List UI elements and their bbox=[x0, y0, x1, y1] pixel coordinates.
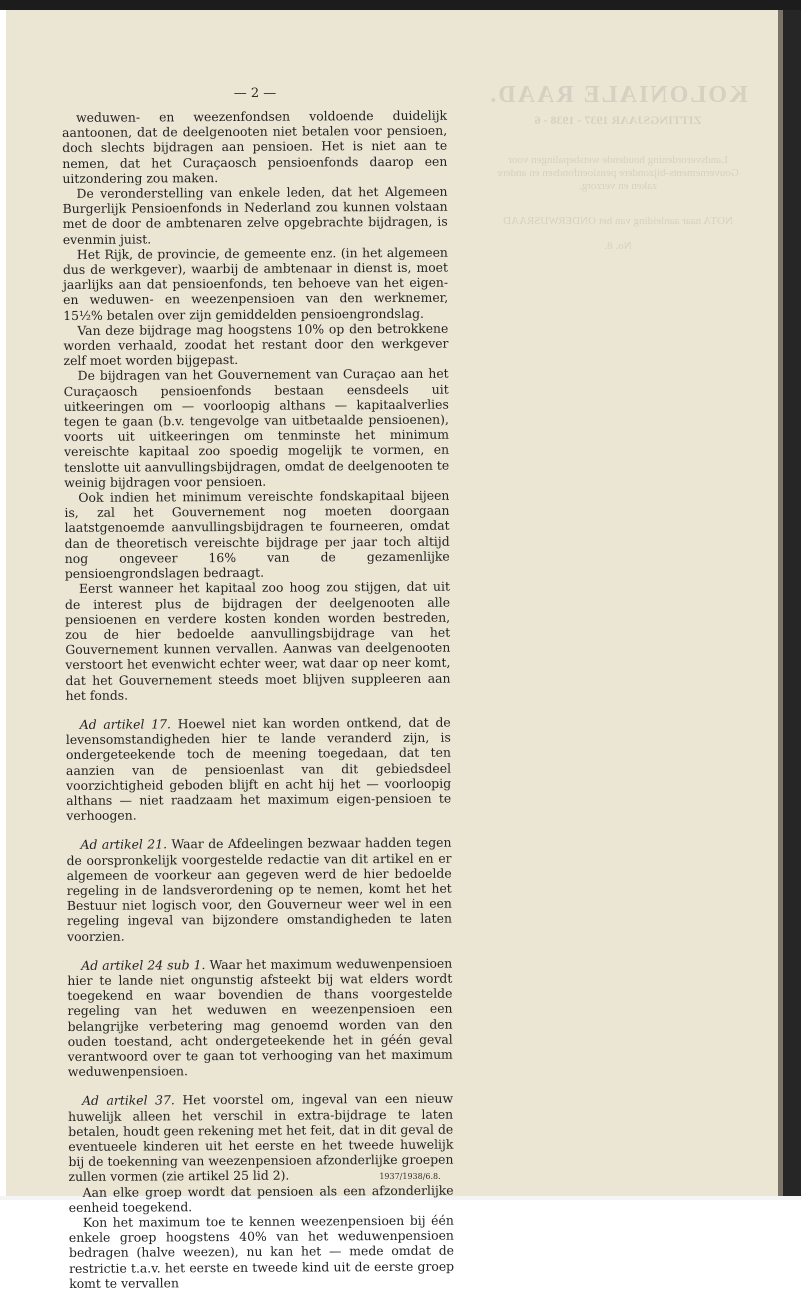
scan-border-top bbox=[0, 0, 801, 10]
paragraph: Van deze bijdrage mag hoogstens 10% op den betrokkene worden verhaald, zoodat het restant door den werkgever zelf moet worden bijgepast. bbox=[63, 320, 449, 369]
bleed-line-4: NOTA naar aanleiding van het ONDERWIJSRAAD bbox=[503, 215, 733, 227]
article-reference: Ad artikel 24 sub 1. bbox=[81, 956, 206, 973]
paragraph-article-24: Ad artikel 24 sub 1. Waar het maximum weduwenpensioen hier te lande niet ongunstig afsteekt bij wat elders wordt toegekend en waar bovendien de thans voorgestelde regeling van het weduwen en weezenpensioen een belangrijke verbetering mag genoemd worden van den ouden toestand, acht ondergeteekende het in géén geval verantwoord over te gaan tot verhooging van het maximum weduwenpensioen. bbox=[67, 955, 453, 1080]
paragraph: Eerst wanneer het kapitaal zoo hoog zou stijgen, dat uit de interest plus de bijdragen der deelgenooten alle pensioenen en verdere kosten konden worden bestreden, zou de hier bedoelde aanvullingsbijdrage van het Gouvernement kunnen vervallen. Aanwas van deelgenooten verstoort het evenwicht echter weer, wat daar op neer komt, dat het Gouvernement steeds moet blijven suppleeren aan het fonds. bbox=[64, 578, 451, 703]
bleed-line-5: No. 8. bbox=[604, 240, 632, 252]
paragraph-article-17: Ad artikel 17. Hoewel niet kan worden ontkend, dat de levensomstandigheden hier te lande veranderd zijn, is ondergeteekende toch de meening toegedaan, dat ten aanzien van de pensioenlast van dit gebiedsdeel voorzichtigheid geboden blijft en acht hij het — voorloopig althans — niet raadzaam het maximum eigen-pensioen te verhoogen. bbox=[65, 714, 452, 824]
paragraph-article-21: Ad artikel 21. Waar de Afdeelingen bezwaar hadden tegen de oorspronkelijk voorgestelde redactie van dit artikel en er algemeen de voorkeur aan gegeven werd de hier bedoelde regeling in de landsverordening op te nemen, komt het het Bestuur niet logisch voor, den Gouverneur weer wel in een regeling ingeval van bijzondere omstandigheden te laten voorzien. bbox=[66, 834, 452, 944]
paragraph: weduwen- en weezenfondsen voldoende duidelijk aantoonen, dat de deelgenooten niet betalen voor pensioen, doch slechts bijdragen aan pensioen. Het is niet aan te nemen, dat het Curaçaosch pensioenfonds daarop een uitzondering zou maken. bbox=[62, 107, 448, 186]
article-reference: Ad artikel 37. bbox=[82, 1092, 175, 1109]
paragraph: De bijdragen van het Gouvernement van Curaçao aan het Curaçaosch pensioenfonds bestaan eensdeels uit uitkeeringen om — voorloopig althans — kapitaalverlies tegen te gaan (b.v. tengevolge van uitbetaalde pensioenen), voorts uit uitkeeringen om tenminste het minimum vereischte kapitaal zoo spoedig mogelijk te vormen, en tenslotte uit aanvullingsbijdragen, omdat de deelgenooten te weinig bijdragen voor pensioen. bbox=[63, 366, 450, 490]
paragraph: Het Rijk, de provincie, de gemeente enz. (in het algemeen dus de werkgever), waarbij de ambtenaar in dienst is, moet jaarlijks aan dat pensioenfonds, ten behoeve van het eigen- en weduwen- en weezenpensioen van den werknemer, 15½% betalen over zijn gemiddelden pensioengrondslag. bbox=[62, 244, 449, 323]
bleed-line-3: Landsverordening houdende wetsbepalingen voor Gouvernements-bijzondere pensioenfondsen en andere zaken en verzorg. bbox=[497, 154, 739, 192]
body-text bbox=[62, 108, 454, 1291]
bleed-through-header bbox=[488, 82, 748, 252]
bleed-line-1: KOLONIALE RAAD. bbox=[488, 82, 748, 108]
paragraph-article-37: Ad artikel 37. Het voorstel om, ingeval van een nieuw huwelijk alleen het verschil in extra-bijdrage te laten betalen, houdt geen rekening met het feit, dat in dit geval de eventueele kinderen uit het eerste en het tweede huwelijk bij de toekenning van weezenpensioen afzonderlijke groepen zullen vormen (zie artikel 25 lid 2). bbox=[68, 1091, 454, 1185]
article-reference: Ad artikel 21. bbox=[80, 836, 168, 853]
footer-reference: 1937/1938/6.8. bbox=[379, 1172, 441, 1181]
page-edge-shadow bbox=[778, 10, 783, 1200]
paragraph: Ook indien het minimum vereischte fondskapitaal bijeen is, zal het Gouvernement nog moeten doorgaan laatstgenoemde aanvullingsbijdragen te fourneeren, omdat dan de theoretisch vereischte bijdrage per jaar toch altijd nog ongeveer 16% van de gezamenlijke pensioengrondslagen bedraagt. bbox=[64, 487, 450, 582]
paragraph: Kon het maximum toe te kennen weezenpensioen bij één enkele groep hoogstens 40% van het weduwenpensioen bedragen (halve weezen), nu kan het — mede omdat de restrictie t.a.v. het eerste en tweede kind uit de eerste groep komt te vervallen bbox=[68, 1212, 455, 1291]
bleed-line-2: ZITTINGSJAAR 1937 - 1938 - 6 bbox=[534, 113, 702, 127]
paragraph: Aan elke groep wordt dat pensioen als een afzonderlijke eenheid toegekend. bbox=[68, 1182, 454, 1215]
article-reference: Ad artikel 17. bbox=[79, 716, 171, 732]
paragraph: De veronderstelling van enkele leden, dat het Algemeen Burgerlijk Pensioenfonds in Nederland zou kunnen volstaan met de door de ambtenaren zelve opgebrachte bijdragen, is evenmin juist. bbox=[62, 183, 448, 247]
page-number: — 2 — bbox=[233, 86, 277, 101]
